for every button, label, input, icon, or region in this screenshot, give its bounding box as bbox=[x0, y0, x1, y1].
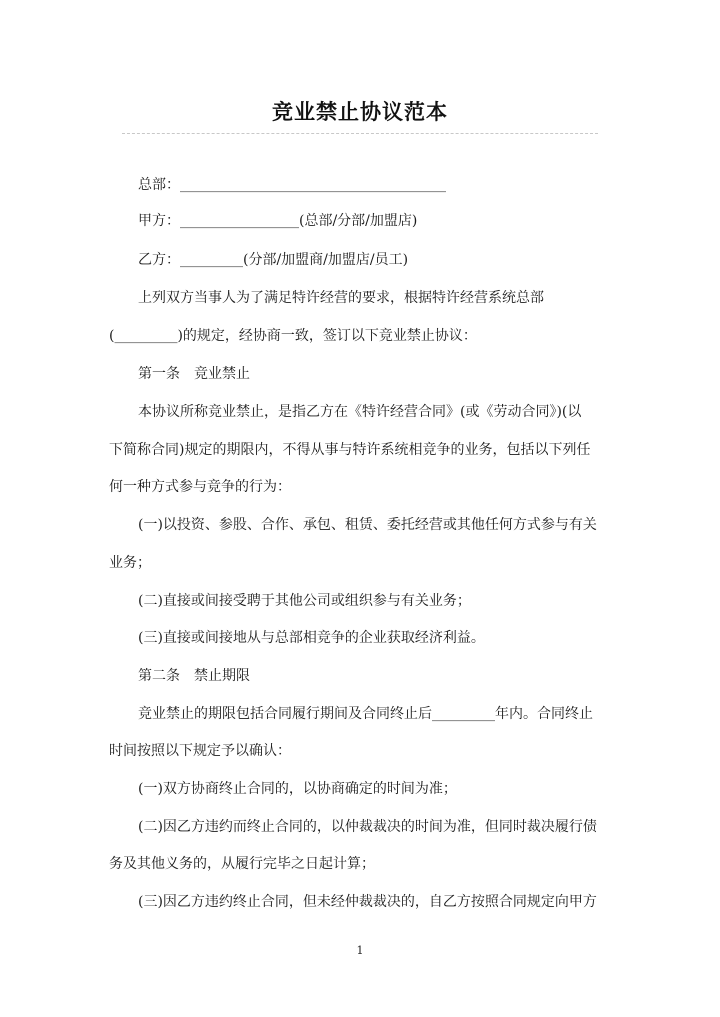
paragraph-line: 总部：______________________________________ bbox=[138, 177, 446, 193]
document-title: 竞业禁止协议范本 bbox=[272, 100, 448, 124]
paragraph-line: 何一种方式参与竞争的行为： bbox=[109, 479, 291, 495]
paragraph-line: (_________)的规定，经协商一致，签订以下竞业禁止协议： bbox=[109, 328, 477, 344]
article-heading: 第一条 竞业禁止 bbox=[138, 366, 250, 382]
article-heading: 第二条 禁止期限 bbox=[138, 668, 250, 684]
paragraph-line: 竞业禁止的期限包括合同履行期间及合同终止后_________年内。合同终止 bbox=[138, 706, 593, 722]
paragraph-line: 本协议所称竞业禁止，是指乙方在《特许经营合同》(或《劳动合同》)(以 bbox=[138, 404, 582, 420]
paragraph-line: (三)因乙方违约终止合同，但未经仲裁裁决的，自乙方按照合同规定向甲方 bbox=[138, 894, 597, 910]
paragraph-line: (一)以投资、参股、合作、承包、租赁、委托经营或其他任何方式参与有关 bbox=[138, 517, 597, 533]
paragraph-line: 业务； bbox=[109, 555, 151, 571]
paragraph-line: (三)直接或间接地从与总部相竞争的企业获取经济利益。 bbox=[138, 630, 485, 646]
title-divider bbox=[122, 133, 598, 134]
page-number: 1 bbox=[356, 944, 364, 957]
paragraph-line: 乙方：_________(分部/加盟商/加盟店/员工) bbox=[138, 252, 409, 268]
paragraph-line: 甲方：_________________(总部/分部/加盟店) bbox=[138, 213, 418, 229]
paragraph-line: (二)因乙方违约而终止合同的，以仲裁裁决的时间为准，但同时裁决履行债 bbox=[138, 819, 597, 835]
paragraph-line: (一)双方协商终止合同的，以协商确定的时间为准； bbox=[138, 781, 457, 797]
paragraph-line: 务及其他义务的，从履行完毕之日起计算； bbox=[109, 856, 375, 872]
paragraph-line: 上列双方当事人为了满足特许经营的要求，根据特许经营系统总部 bbox=[138, 290, 544, 306]
paragraph-line: (二)直接或间接受聘于其他公司或组织参与有关业务； bbox=[138, 593, 471, 609]
paragraph-line: 下简称合同)规定的期限内，不得从事与特许系统相竞争的业务，包括以下列任 bbox=[109, 442, 591, 458]
paragraph-line: 时间按照以下规定予以确认： bbox=[109, 743, 291, 759]
